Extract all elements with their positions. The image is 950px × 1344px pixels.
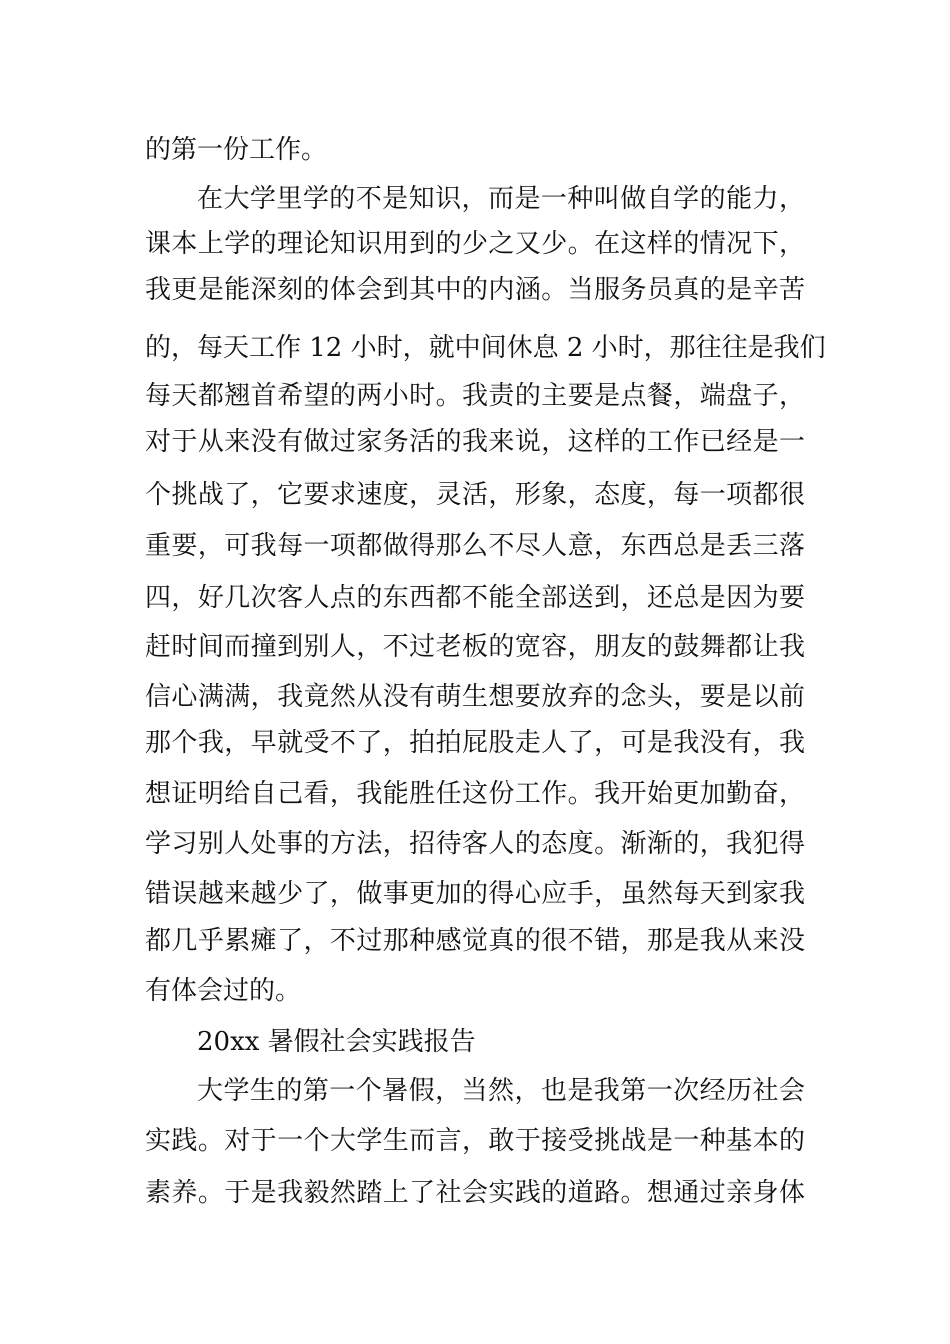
text-line: 都几乎累瘫了，不过那种感觉真的很不错，那是我从来没 (145, 926, 805, 956)
text-line: 学习别人处事的方法，招待客人的态度。渐渐的，我犯得 (145, 829, 805, 859)
text-line: 有体会过的。 (145, 976, 302, 1006)
text-line: 信心满满，我竟然从没有萌生想要放弃的念头，要是以前 (145, 682, 805, 712)
text-line: 大学生的第一个暑假，当然，也是我第一次经历社会 (197, 1076, 805, 1106)
text-line: 赶时间而撞到别人，不过老板的宽容，朋友的鼓舞都让我 (145, 632, 805, 662)
text-line: 每天都翘首希望的两小时。我责的主要是点餐，端盘子， (145, 381, 805, 411)
text-line: 个挑战了，它要求速度，灵活，形象，态度，每一项都很 (145, 480, 805, 510)
text-line: 重要，可我每一项都做得那么不尽人意，东西总是丢三落 (145, 531, 805, 561)
text-line: 实践。对于一个大学生而言，敢于接受挑战是一种基本的 (145, 1126, 805, 1156)
text-line: 的，每天工作 12 小时，就中间休息 2 小时，那往往是我们 (145, 333, 826, 363)
text-line: 我更是能深刻的体会到其中的内涵。当服务员真的是辛苦 (145, 275, 805, 305)
section-heading: 20xx 暑假社会实践报告 (197, 1027, 476, 1057)
text-line: 想证明给自己看，我能胜任这份工作。我开始更加勤奋， (145, 779, 805, 809)
text-line: 那个我，早就受不了，拍拍屁股走人了，可是我没有，我 (145, 728, 805, 758)
text-line: 的第一份工作。 (145, 135, 328, 165)
text-line: 课本上学的理论知识用到的少之又少。在这样的情况下， (145, 229, 805, 259)
text-line: 在大学里学的不是知识，而是一种叫做自学的能力， (197, 184, 805, 214)
text-line: 素养。于是我毅然踏上了社会实践的道路。想通过亲身体 (145, 1178, 805, 1208)
text-line: 四，好几次客人点的东西都不能全部送到，还总是因为要 (145, 583, 805, 613)
text-line: 错误越来越少了，做事更加的得心应手，虽然每天到家我 (145, 879, 805, 909)
text-line: 对于从来没有做过家务活的我来说，这样的工作已经是一 (145, 427, 805, 457)
